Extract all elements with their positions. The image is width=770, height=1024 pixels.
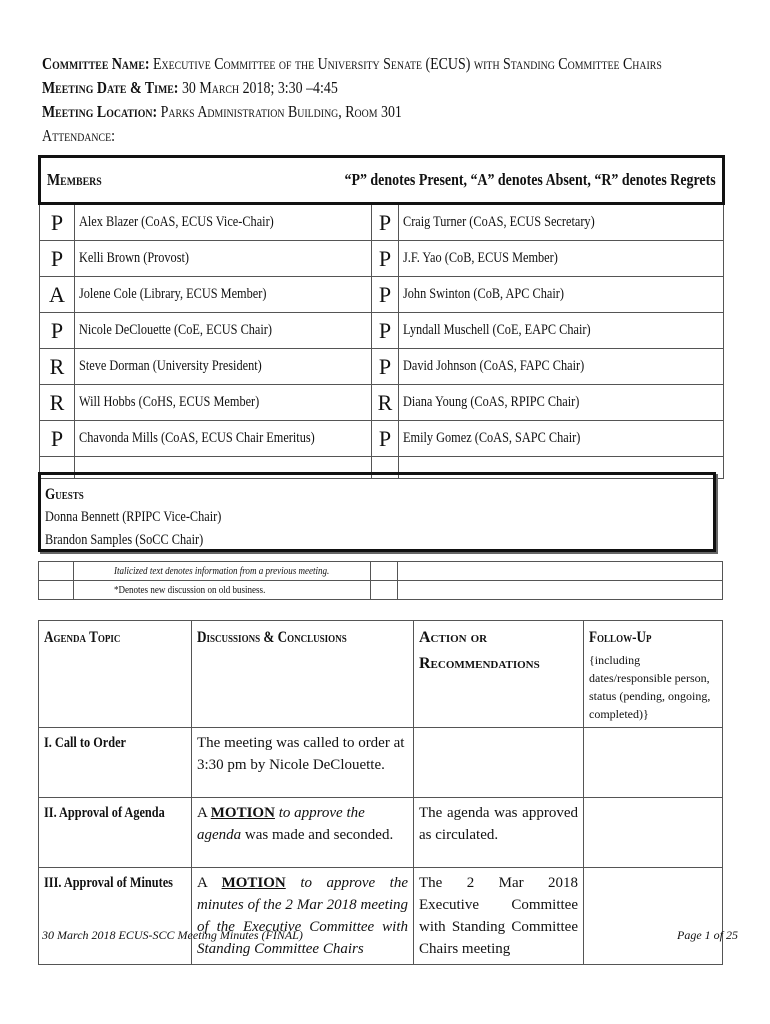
- attendance-mark: R: [40, 385, 75, 421]
- committee-label: Committee Name:: [42, 54, 150, 73]
- attendance-legend: “P” denotes Present, “A” denotes Absent, “R” denotes Regrets: [344, 170, 717, 189]
- member-row: [40, 241, 724, 277]
- agenda-row: [39, 868, 723, 965]
- agenda-row: [39, 728, 723, 798]
- attendance-mark: P: [372, 349, 399, 385]
- action-text: The agenda was approved as circulated.: [414, 798, 584, 868]
- action-text: The 2 Mar 2018 Executive Committee with Standing Committee Chairs meeting: [414, 868, 584, 965]
- member-name: Diana Young (CoAS, RPIPC Chair): [399, 385, 724, 421]
- location-line: [42, 100, 770, 124]
- topic-approval-minutes: III. Approval of Minutes: [44, 875, 173, 891]
- attendance-mark: P: [372, 204, 399, 241]
- guest-item: Donna Bennett (RPIPC Vice-Chair): [45, 509, 222, 525]
- document-header: [42, 52, 770, 148]
- attendance-mark: R: [372, 385, 399, 421]
- attendance-mark: P: [40, 313, 75, 349]
- member-row: [40, 204, 724, 241]
- member-name: Chavonda Mills (CoAS, ECUS Chair Emeritus): [75, 421, 372, 457]
- col-agenda-topic: Agenda Topic: [44, 629, 121, 646]
- member-row: [40, 277, 724, 313]
- attendance-mark: R: [40, 349, 75, 385]
- members-header-row: [40, 157, 724, 204]
- member-row: [40, 421, 724, 457]
- members-table: [38, 155, 725, 479]
- new-discussion-note: *Denotes new discussion on old business.: [114, 584, 266, 596]
- location-value: Parks Administration Building, Room 301: [160, 102, 402, 121]
- attendance-mark: A: [40, 277, 75, 313]
- location-label: Meeting Location:: [42, 102, 158, 121]
- member-name: Jolene Cole (Library, ECUS Member): [75, 277, 372, 313]
- member-name: David Johnson (CoAS, FAPC Chair): [399, 349, 724, 385]
- footer-title: 30 March 2018 ECUS-SCC Meeting Minutes (FINAL): [42, 928, 303, 942]
- member-name: Craig Turner (CoAS, ECUS Secretary): [399, 204, 724, 241]
- members-title: Members: [47, 170, 102, 189]
- datetime-line: [42, 76, 770, 100]
- member-name: Will Hobbs (CoHS, ECUS Member): [75, 385, 372, 421]
- member-name: Alex Blazer (CoAS, ECUS Vice-Chair): [75, 204, 372, 241]
- agenda-table: [38, 620, 723, 965]
- attendance-mark: P: [372, 241, 399, 277]
- motion-label: MOTION: [221, 875, 286, 891]
- col-action: Action or Recommendations: [414, 621, 584, 728]
- topic-call-to-order: I. Call to Order: [44, 735, 126, 751]
- follow-up-note: {including dates/responsible person, status (pending, ongoing, completed)}: [589, 653, 711, 721]
- attendance-mark: P: [40, 204, 75, 241]
- attendance-mark: P: [40, 241, 75, 277]
- attendance-label: Attendance:: [42, 126, 115, 145]
- col-discussions: Discussions & Conclusions: [197, 629, 347, 646]
- member-name: Lyndall Muschell (CoE, EAPC Chair): [399, 313, 724, 349]
- col-follow-up: Follow-Up: [589, 629, 652, 646]
- attendance-mark: P: [372, 313, 399, 349]
- member-name: J.F. Yao (CoB, ECUS Member): [399, 241, 724, 277]
- member-row: [40, 385, 724, 421]
- guests-box: [38, 472, 716, 552]
- attendance-line: [42, 124, 770, 148]
- attendance-mark: P: [40, 421, 75, 457]
- page-number: Page 1 of 25: [677, 928, 738, 942]
- discussion-text: A MOTION to approve the agenda was made and seconded.: [192, 798, 414, 868]
- page-footer: [42, 928, 738, 943]
- guest-item: Brandon Samples (SoCC Chair): [45, 532, 204, 548]
- notes-table: [38, 561, 723, 600]
- attendance-mark: P: [372, 421, 399, 457]
- discussion-text: A MOTION to approve the minutes of the 2 Mar 2018 meeting of the Executive Committee with Standing Committee Chairs: [192, 868, 414, 965]
- member-name: John Swinton (CoB, APC Chair): [399, 277, 724, 313]
- discussion-text: The meeting was called to order at 3:30 pm by Nicole DeClouette.: [192, 728, 414, 798]
- member-row: [40, 349, 724, 385]
- member-rows: [40, 204, 724, 457]
- attendance-mark: P: [372, 277, 399, 313]
- member-row: [40, 313, 724, 349]
- committee-value: Executive Committee of the University Senate (ECUS) with Standing Committee Chairs: [153, 54, 662, 73]
- member-name: Kelli Brown (Provost): [75, 241, 372, 277]
- datetime-value: 30 March 2018; 3:30 –4:45: [181, 78, 338, 97]
- italic-note: Italicized text denotes information from a previous meeting.: [114, 565, 330, 577]
- committee-line: [42, 52, 770, 76]
- topic-approval-agenda: II. Approval of Agenda: [44, 805, 165, 821]
- motion-label: MOTION: [210, 805, 275, 821]
- agenda-row: [39, 798, 723, 868]
- member-name: Steve Dorman (University President): [75, 349, 372, 385]
- datetime-label: Meeting Date & Time:: [42, 78, 179, 97]
- agenda-header-row: [39, 621, 723, 728]
- member-name: Nicole DeClouette (CoE, ECUS Chair): [75, 313, 372, 349]
- guests-title: Guests: [45, 486, 84, 503]
- member-name: Emily Gomez (CoAS, SAPC Chair): [399, 421, 724, 457]
